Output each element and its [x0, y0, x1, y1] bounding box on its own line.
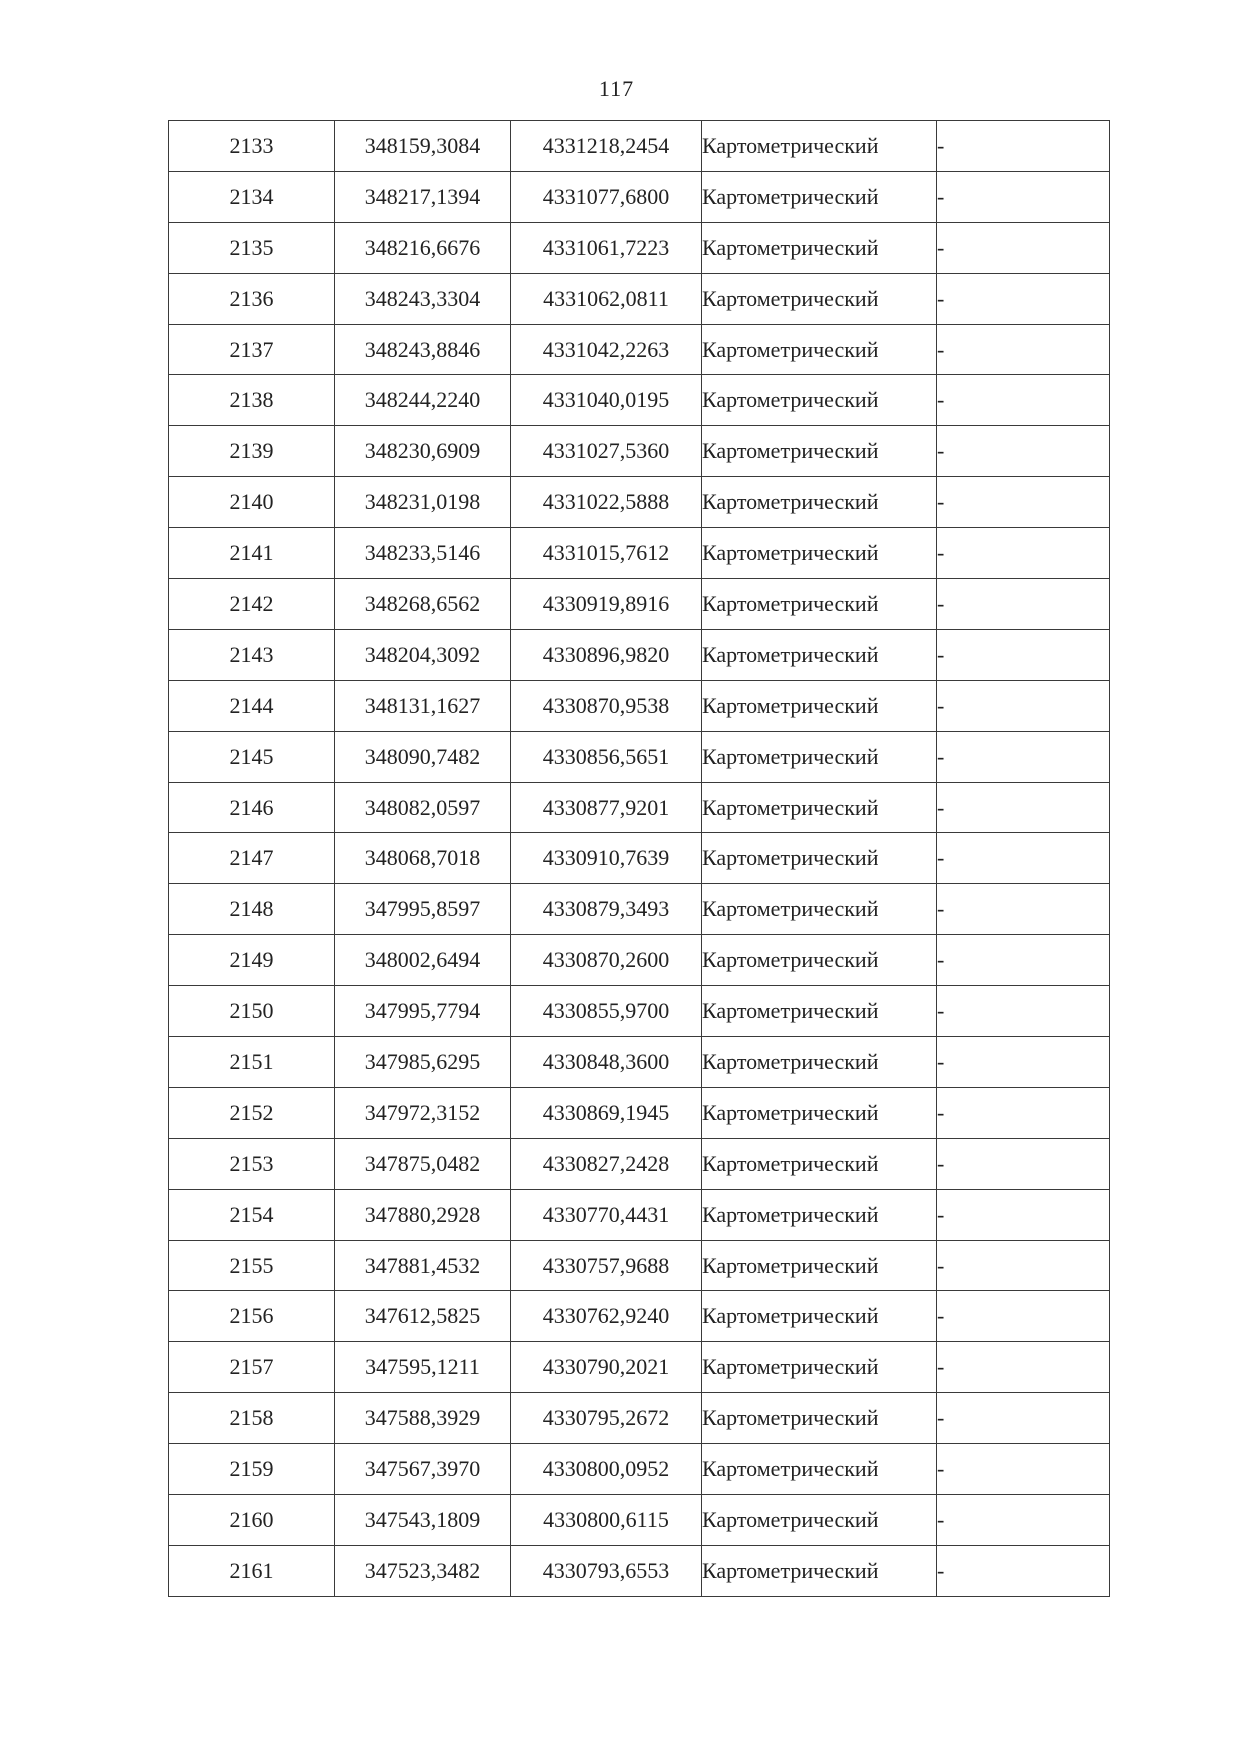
table-row [169, 1138, 1110, 1189]
method-cell: Картометрический [702, 731, 937, 782]
y-coordinate-cell: 4330856,5651 [511, 731, 702, 782]
note-cell: - [937, 324, 1110, 375]
table-row [169, 629, 1110, 680]
x-coordinate-cell: 348244,2240 [335, 375, 511, 426]
note-cell: - [937, 1087, 1110, 1138]
method-cell: Картометрический [702, 1291, 937, 1342]
point-number-cell: 2158 [169, 1393, 335, 1444]
y-coordinate-cell: 4331040,0195 [511, 375, 702, 426]
method-cell: Картометрический [702, 1342, 937, 1393]
point-number-cell: 2150 [169, 986, 335, 1037]
note-cell: - [937, 833, 1110, 884]
note-cell: - [937, 1342, 1110, 1393]
table-row [169, 1444, 1110, 1495]
coordinates-table [168, 120, 1110, 1597]
y-coordinate-cell: 4330757,9688 [511, 1240, 702, 1291]
y-coordinate-cell: 4330855,9700 [511, 986, 702, 1037]
y-coordinate-cell: 4330800,6115 [511, 1495, 702, 1546]
table-row [169, 1189, 1110, 1240]
note-cell: - [937, 528, 1110, 579]
point-number-cell: 2137 [169, 324, 335, 375]
table-row [169, 1037, 1110, 1088]
table-row [169, 579, 1110, 630]
method-cell: Картометрический [702, 1495, 937, 1546]
x-coordinate-cell: 348230,6909 [335, 426, 511, 477]
y-coordinate-cell: 4330848,3600 [511, 1037, 702, 1088]
y-coordinate-cell: 4331022,5888 [511, 477, 702, 528]
method-cell: Картометрический [702, 629, 937, 680]
note-cell: - [937, 1393, 1110, 1444]
note-cell: - [937, 1495, 1110, 1546]
x-coordinate-cell: 348231,0198 [335, 477, 511, 528]
method-cell: Картометрический [702, 171, 937, 222]
x-coordinate-cell: 348243,8846 [335, 324, 511, 375]
point-number-cell: 2155 [169, 1240, 335, 1291]
table-row [169, 731, 1110, 782]
method-cell: Картометрический [702, 833, 937, 884]
table-row [169, 833, 1110, 884]
point-number-cell: 2134 [169, 171, 335, 222]
note-cell: - [937, 884, 1110, 935]
point-number-cell: 2146 [169, 782, 335, 833]
y-coordinate-cell: 4331015,7612 [511, 528, 702, 579]
x-coordinate-cell: 348233,5146 [335, 528, 511, 579]
note-cell: - [937, 782, 1110, 833]
note-cell: - [937, 1291, 1110, 1342]
table-row [169, 528, 1110, 579]
y-coordinate-cell: 4331027,5360 [511, 426, 702, 477]
point-number-cell: 2143 [169, 629, 335, 680]
note-cell: - [937, 1240, 1110, 1291]
method-cell: Картометрический [702, 222, 937, 273]
note-cell: - [937, 1545, 1110, 1596]
y-coordinate-cell: 4330877,9201 [511, 782, 702, 833]
x-coordinate-cell: 347985,6295 [335, 1037, 511, 1088]
y-coordinate-cell: 4330870,9538 [511, 680, 702, 731]
table-row [169, 884, 1110, 935]
table-row [169, 171, 1110, 222]
method-cell: Картометрический [702, 1393, 937, 1444]
y-coordinate-cell: 4330910,7639 [511, 833, 702, 884]
note-cell: - [937, 1037, 1110, 1088]
table-row [169, 680, 1110, 731]
note-cell: - [937, 222, 1110, 273]
x-coordinate-cell: 348268,6562 [335, 579, 511, 630]
method-cell: Картометрический [702, 477, 937, 528]
note-cell: - [937, 121, 1110, 172]
x-coordinate-cell: 348131,1627 [335, 680, 511, 731]
y-coordinate-cell: 4331061,7223 [511, 222, 702, 273]
point-number-cell: 2148 [169, 884, 335, 935]
y-coordinate-cell: 4330896,9820 [511, 629, 702, 680]
x-coordinate-cell: 347875,0482 [335, 1138, 511, 1189]
table-row [169, 1240, 1110, 1291]
method-cell: Картометрический [702, 273, 937, 324]
table-row [169, 986, 1110, 1037]
method-cell: Картометрический [702, 528, 937, 579]
y-coordinate-cell: 4331077,6800 [511, 171, 702, 222]
note-cell: - [937, 273, 1110, 324]
x-coordinate-cell: 348216,6676 [335, 222, 511, 273]
point-number-cell: 2154 [169, 1189, 335, 1240]
y-coordinate-cell: 4330762,9240 [511, 1291, 702, 1342]
method-cell: Картометрический [702, 1087, 937, 1138]
table-row [169, 1545, 1110, 1596]
table-row [169, 375, 1110, 426]
method-cell: Картометрический [702, 884, 937, 935]
x-coordinate-cell: 348204,3092 [335, 629, 511, 680]
table-row [169, 1342, 1110, 1393]
point-number-cell: 2159 [169, 1444, 335, 1495]
y-coordinate-cell: 4330793,6553 [511, 1545, 702, 1596]
table-row [169, 222, 1110, 273]
table-row [169, 426, 1110, 477]
method-cell: Картометрический [702, 1138, 937, 1189]
x-coordinate-cell: 347567,3970 [335, 1444, 511, 1495]
y-coordinate-cell: 4330869,1945 [511, 1087, 702, 1138]
x-coordinate-cell: 347995,7794 [335, 986, 511, 1037]
method-cell: Картометрический [702, 1037, 937, 1088]
x-coordinate-cell: 348217,1394 [335, 171, 511, 222]
x-coordinate-cell: 348243,3304 [335, 273, 511, 324]
table-row [169, 1393, 1110, 1444]
table-row [169, 1087, 1110, 1138]
x-coordinate-cell: 347523,3482 [335, 1545, 511, 1596]
note-cell: - [937, 1444, 1110, 1495]
x-coordinate-cell: 348068,7018 [335, 833, 511, 884]
note-cell: - [937, 731, 1110, 782]
coordinates-table-body [169, 121, 1110, 1597]
table-row [169, 935, 1110, 986]
point-number-cell: 2147 [169, 833, 335, 884]
method-cell: Картометрический [702, 1189, 937, 1240]
y-coordinate-cell: 4330870,2600 [511, 935, 702, 986]
table-row [169, 477, 1110, 528]
x-coordinate-cell: 348002,6494 [335, 935, 511, 986]
point-number-cell: 2133 [169, 121, 335, 172]
method-cell: Картометрический [702, 121, 937, 172]
note-cell: - [937, 477, 1110, 528]
method-cell: Картометрический [702, 782, 937, 833]
x-coordinate-cell: 348159,3084 [335, 121, 511, 172]
point-number-cell: 2138 [169, 375, 335, 426]
note-cell: - [937, 986, 1110, 1037]
table-row [169, 273, 1110, 324]
method-cell: Картометрический [702, 986, 937, 1037]
x-coordinate-cell: 347881,4532 [335, 1240, 511, 1291]
page-number: 117 [598, 76, 635, 101]
point-number-cell: 2135 [169, 222, 335, 273]
point-number-cell: 2160 [169, 1495, 335, 1546]
table-row [169, 782, 1110, 833]
x-coordinate-cell: 347880,2928 [335, 1189, 511, 1240]
y-coordinate-cell: 4330770,4431 [511, 1189, 702, 1240]
method-cell: Картометрический [702, 426, 937, 477]
note-cell: - [937, 426, 1110, 477]
y-coordinate-cell: 4330795,2672 [511, 1393, 702, 1444]
x-coordinate-cell: 347995,8597 [335, 884, 511, 935]
y-coordinate-cell: 4330800,0952 [511, 1444, 702, 1495]
y-coordinate-cell: 4330827,2428 [511, 1138, 702, 1189]
point-number-cell: 2151 [169, 1037, 335, 1088]
note-cell: - [937, 629, 1110, 680]
note-cell: - [937, 579, 1110, 630]
y-coordinate-cell: 4331062,0811 [511, 273, 702, 324]
point-number-cell: 2136 [169, 273, 335, 324]
point-number-cell: 2156 [169, 1291, 335, 1342]
method-cell: Картометрический [702, 1240, 937, 1291]
note-cell: - [937, 1189, 1110, 1240]
note-cell: - [937, 680, 1110, 731]
point-number-cell: 2142 [169, 579, 335, 630]
x-coordinate-cell: 347588,3929 [335, 1393, 511, 1444]
x-coordinate-cell: 348090,7482 [335, 731, 511, 782]
method-cell: Картометрический [702, 1545, 937, 1596]
method-cell: Картометрический [702, 680, 937, 731]
note-cell: - [937, 375, 1110, 426]
note-cell: - [937, 171, 1110, 222]
x-coordinate-cell: 347595,1211 [335, 1342, 511, 1393]
y-coordinate-cell: 4331042,2263 [511, 324, 702, 375]
point-number-cell: 2153 [169, 1138, 335, 1189]
point-number-cell: 2144 [169, 680, 335, 731]
method-cell: Картометрический [702, 1444, 937, 1495]
table-row [169, 324, 1110, 375]
y-coordinate-cell: 4331218,2454 [511, 121, 702, 172]
y-coordinate-cell: 4330790,2021 [511, 1342, 702, 1393]
point-number-cell: 2149 [169, 935, 335, 986]
point-number-cell: 2157 [169, 1342, 335, 1393]
point-number-cell: 2141 [169, 528, 335, 579]
method-cell: Картометрический [702, 935, 937, 986]
x-coordinate-cell: 347972,3152 [335, 1087, 511, 1138]
table-row [169, 1495, 1110, 1546]
point-number-cell: 2152 [169, 1087, 335, 1138]
point-number-cell: 2161 [169, 1545, 335, 1596]
x-coordinate-cell: 347612,5825 [335, 1291, 511, 1342]
point-number-cell: 2145 [169, 731, 335, 782]
point-number-cell: 2140 [169, 477, 335, 528]
method-cell: Картометрический [702, 375, 937, 426]
x-coordinate-cell: 348082,0597 [335, 782, 511, 833]
note-cell: - [937, 1138, 1110, 1189]
y-coordinate-cell: 4330919,8916 [511, 579, 702, 630]
table-row [169, 121, 1110, 172]
method-cell: Картометрический [702, 579, 937, 630]
table-row [169, 1291, 1110, 1342]
point-number-cell: 2139 [169, 426, 335, 477]
note-cell: - [937, 935, 1110, 986]
method-cell: Картометрический [702, 324, 937, 375]
y-coordinate-cell: 4330879,3493 [511, 884, 702, 935]
x-coordinate-cell: 347543,1809 [335, 1495, 511, 1546]
